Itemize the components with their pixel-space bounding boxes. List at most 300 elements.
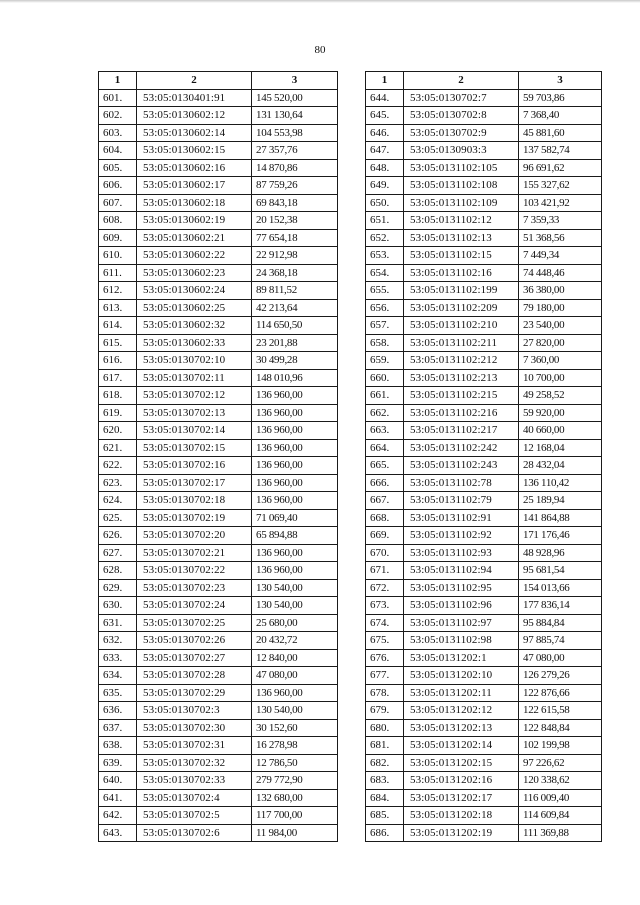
row-number: 685. — [366, 807, 404, 825]
cadastral-value: 155 327,62 — [519, 177, 602, 195]
table-row — [366, 824, 602, 842]
row-number: 602. — [99, 107, 137, 125]
table-row — [99, 89, 338, 107]
cadastral-number: 53:05:0131202:13 — [404, 719, 519, 737]
table-row — [366, 439, 602, 457]
row-number: 652. — [366, 229, 404, 247]
row-number: 634. — [99, 667, 137, 685]
cadastral-value: 12 840,00 — [252, 649, 338, 667]
cadastral-number: 53:05:0131102:210 — [404, 317, 519, 335]
table-row — [366, 177, 602, 195]
table-header-row — [366, 72, 602, 90]
cadastral-number: 53:05:0130702:25 — [137, 614, 252, 632]
table-row — [99, 597, 338, 615]
cadastral-number: 53:05:0131102:98 — [404, 632, 519, 650]
cadastral-value: 30 152,60 — [252, 719, 338, 737]
cadastral-value: 30 499,28 — [252, 352, 338, 370]
row-number: 665. — [366, 457, 404, 475]
table-row — [99, 404, 338, 422]
table-row — [366, 527, 602, 545]
cadastral-number: 53:05:0131202:14 — [404, 737, 519, 755]
cadastral-number: 53:05:0130702:27 — [137, 649, 252, 667]
cadastral-number: 53:05:0130702:13 — [137, 404, 252, 422]
table-row — [366, 807, 602, 825]
cadastral-value: 59 703,86 — [519, 89, 602, 107]
cadastral-number: 53:05:0131202:11 — [404, 684, 519, 702]
cadastral-number: 53:05:0131102:216 — [404, 404, 519, 422]
table-row — [99, 159, 338, 177]
row-number: 632. — [99, 632, 137, 650]
cadastral-number: 53:05:0131202:1 — [404, 649, 519, 667]
table-row — [366, 317, 602, 335]
row-number: 677. — [366, 667, 404, 685]
table-row — [366, 404, 602, 422]
cadastral-number: 53:05:0130702:6 — [137, 824, 252, 842]
row-number: 610. — [99, 247, 137, 265]
cadastral-value: 12 786,50 — [252, 754, 338, 772]
cadastral-number: 53:05:0131202:15 — [404, 754, 519, 772]
cadastral-value: 136 960,00 — [252, 404, 338, 422]
cadastral-number: 53:05:0131102:209 — [404, 299, 519, 317]
cadastral-number: 53:05:0130702:24 — [137, 597, 252, 615]
row-number: 659. — [366, 352, 404, 370]
cadastral-number: 53:05:0130602:15 — [137, 142, 252, 160]
cadastral-number: 53:05:0131102:13 — [404, 229, 519, 247]
cadastral-number: 53:05:0130702:23 — [137, 579, 252, 597]
table-body-right — [366, 89, 602, 842]
cadastral-value: 27 357,76 — [252, 142, 338, 160]
row-number: 658. — [366, 334, 404, 352]
cadastral-number: 53:05:0131102:94 — [404, 562, 519, 580]
row-number: 633. — [99, 649, 137, 667]
row-number: 666. — [366, 474, 404, 492]
cadastral-value: 97 226,62 — [519, 754, 602, 772]
row-number: 640. — [99, 772, 137, 790]
cadastral-value: 177 836,14 — [519, 597, 602, 615]
header-col-3: 3 — [252, 72, 338, 90]
row-number: 650. — [366, 194, 404, 212]
cadastral-number: 53:05:0131102:15 — [404, 247, 519, 265]
row-number: 644. — [366, 89, 404, 107]
row-number: 626. — [99, 527, 137, 545]
cadastral-value: 65 894,88 — [252, 527, 338, 545]
header-col-2: 2 — [404, 72, 519, 90]
cadastral-number: 53:05:0130602:24 — [137, 282, 252, 300]
row-number: 641. — [99, 789, 137, 807]
row-number: 661. — [366, 387, 404, 405]
cadastral-value: 122 848,84 — [519, 719, 602, 737]
cadastral-value: 24 368,18 — [252, 264, 338, 282]
cadastral-value: 141 864,88 — [519, 509, 602, 527]
cadastral-number: 53:05:0131102:211 — [404, 334, 519, 352]
row-number: 673. — [366, 597, 404, 615]
row-number: 603. — [99, 124, 137, 142]
cadastral-value: 136 960,00 — [252, 422, 338, 440]
row-number: 670. — [366, 544, 404, 562]
table-row — [366, 159, 602, 177]
cadastral-number: 53:05:0131102:213 — [404, 369, 519, 387]
cadastral-number: 53:05:0130602:32 — [137, 317, 252, 335]
table-body-left — [99, 89, 338, 842]
cadastral-number: 53:05:0131102:108 — [404, 177, 519, 195]
header-col-1: 1 — [99, 72, 137, 90]
cadastral-value: 130 540,00 — [252, 579, 338, 597]
cadastral-number: 53:05:0130702:4 — [137, 789, 252, 807]
row-number: 680. — [366, 719, 404, 737]
row-number: 642. — [99, 807, 137, 825]
cadastral-value: 171 176,46 — [519, 527, 602, 545]
cadastral-value: 47 080,00 — [519, 649, 602, 667]
table-row — [99, 824, 338, 842]
cadastral-value: 136 960,00 — [252, 474, 338, 492]
table-row — [99, 632, 338, 650]
table-row — [99, 737, 338, 755]
cadastral-value: 148 010,96 — [252, 369, 338, 387]
cadastral-value: 104 553,98 — [252, 124, 338, 142]
cadastral-number: 53:05:0130702:32 — [137, 754, 252, 772]
cadastral-number: 53:05:0130602:33 — [137, 334, 252, 352]
table-row — [366, 457, 602, 475]
table-row — [99, 107, 338, 125]
cadastral-value: 79 180,00 — [519, 299, 602, 317]
cadastral-value: 137 582,74 — [519, 142, 602, 160]
table-row — [99, 229, 338, 247]
cadastral-number: 53:05:0130702:21 — [137, 544, 252, 562]
table-row — [366, 107, 602, 125]
row-number: 662. — [366, 404, 404, 422]
cadastral-value: 97 885,74 — [519, 632, 602, 650]
table-row — [366, 719, 602, 737]
cadastral-number: 53:05:0130702:12 — [137, 387, 252, 405]
cadastral-value: 74 448,46 — [519, 264, 602, 282]
cadastral-number: 53:05:0131202:12 — [404, 702, 519, 720]
table-row — [99, 422, 338, 440]
cadastral-number: 53:05:0130401:91 — [137, 89, 252, 107]
cadastral-value: 136 960,00 — [252, 492, 338, 510]
row-number: 623. — [99, 474, 137, 492]
cadastral-value: 122 876,66 — [519, 684, 602, 702]
row-number: 669. — [366, 527, 404, 545]
cadastral-value: 111 369,88 — [519, 824, 602, 842]
row-number: 607. — [99, 194, 137, 212]
cadastral-table-right — [365, 71, 602, 842]
row-number: 684. — [366, 789, 404, 807]
cadastral-number: 53:05:0130702:8 — [404, 107, 519, 125]
table-row — [99, 457, 338, 475]
row-number: 654. — [366, 264, 404, 282]
cadastral-value: 89 811,52 — [252, 282, 338, 300]
table-row — [366, 737, 602, 755]
cadastral-value: 77 654,18 — [252, 229, 338, 247]
table-row — [366, 124, 602, 142]
table-row — [366, 369, 602, 387]
table-row — [99, 299, 338, 317]
cadastral-number: 53:05:0130702:16 — [137, 457, 252, 475]
row-number: 617. — [99, 369, 137, 387]
cadastral-value: 114 650,50 — [252, 317, 338, 335]
table-row — [99, 509, 338, 527]
cadastral-value: 59 920,00 — [519, 404, 602, 422]
row-number: 638. — [99, 737, 137, 755]
cadastral-value: 25 680,00 — [252, 614, 338, 632]
table-row — [366, 352, 602, 370]
row-number: 604. — [99, 142, 137, 160]
cadastral-number: 53:05:0131102:105 — [404, 159, 519, 177]
table-row — [366, 299, 602, 317]
table-row — [366, 334, 602, 352]
cadastral-number: 53:05:0131202:18 — [404, 807, 519, 825]
table-row — [99, 614, 338, 632]
cadastral-value: 49 258,52 — [519, 387, 602, 405]
cadastral-number: 53:05:0131102:96 — [404, 597, 519, 615]
cadastral-number: 53:05:0131102:79 — [404, 492, 519, 510]
table-row — [99, 194, 338, 212]
row-number: 655. — [366, 282, 404, 300]
table-row — [366, 562, 602, 580]
cadastral-number: 53:05:0130702:30 — [137, 719, 252, 737]
cadastral-value: 23 540,00 — [519, 317, 602, 335]
row-number: 657. — [366, 317, 404, 335]
row-number: 637. — [99, 719, 137, 737]
cadastral-number: 53:05:0130903:3 — [404, 142, 519, 160]
table-row — [366, 579, 602, 597]
cadastral-number: 53:05:0130602:25 — [137, 299, 252, 317]
cadastral-value: 95 681,54 — [519, 562, 602, 580]
cadastral-number: 53:05:0131102:91 — [404, 509, 519, 527]
cadastral-value: 25 189,94 — [519, 492, 602, 510]
row-number: 614. — [99, 317, 137, 335]
cadastral-number: 53:05:0131102:242 — [404, 439, 519, 457]
cadastral-value: 20 432,72 — [252, 632, 338, 650]
table-row — [99, 177, 338, 195]
table-row — [99, 317, 338, 335]
table-row — [366, 142, 602, 160]
cadastral-number: 53:05:0131102:217 — [404, 422, 519, 440]
row-number: 615. — [99, 334, 137, 352]
cadastral-number: 53:05:0131102:243 — [404, 457, 519, 475]
row-number: 609. — [99, 229, 137, 247]
table-row — [99, 369, 338, 387]
cadastral-value: 11 984,00 — [252, 824, 338, 842]
table-row — [366, 632, 602, 650]
row-number: 656. — [366, 299, 404, 317]
cadastral-number: 53:05:0131102:92 — [404, 527, 519, 545]
table-row — [99, 387, 338, 405]
row-number: 682. — [366, 754, 404, 772]
row-number: 663. — [366, 422, 404, 440]
row-number: 629. — [99, 579, 137, 597]
cadastral-number: 53:05:0130702:5 — [137, 807, 252, 825]
cadastral-number: 53:05:0131102:16 — [404, 264, 519, 282]
cadastral-number: 53:05:0130702:7 — [404, 89, 519, 107]
table-row — [366, 509, 602, 527]
cadastral-value: 71 069,40 — [252, 509, 338, 527]
row-number: 630. — [99, 597, 137, 615]
table-row — [99, 702, 338, 720]
cadastral-value: 45 881,60 — [519, 124, 602, 142]
table-row — [99, 474, 338, 492]
cadastral-number: 53:05:0131102:93 — [404, 544, 519, 562]
cadastral-value: 47 080,00 — [252, 667, 338, 685]
cadastral-number: 53:05:0131102:12 — [404, 212, 519, 230]
cadastral-number: 53:05:0130702:19 — [137, 509, 252, 527]
cadastral-value: 136 960,00 — [252, 457, 338, 475]
cadastral-number: 53:05:0130702:3 — [137, 702, 252, 720]
cadastral-number: 53:05:0130702:20 — [137, 527, 252, 545]
row-number: 606. — [99, 177, 137, 195]
cadastral-value: 130 540,00 — [252, 702, 338, 720]
table-row — [99, 772, 338, 790]
table-row — [99, 667, 338, 685]
table-row — [366, 772, 602, 790]
table-row — [366, 649, 602, 667]
row-number: 653. — [366, 247, 404, 265]
row-number: 678. — [366, 684, 404, 702]
cadastral-value: 87 759,26 — [252, 177, 338, 195]
row-number: 675. — [366, 632, 404, 650]
cadastral-number: 53:05:0130702:31 — [137, 737, 252, 755]
table-row — [99, 562, 338, 580]
row-number: 668. — [366, 509, 404, 527]
cadastral-value: 51 368,56 — [519, 229, 602, 247]
row-number: 621. — [99, 439, 137, 457]
table-row — [366, 597, 602, 615]
table-row — [366, 89, 602, 107]
row-number: 612. — [99, 282, 137, 300]
table-row — [99, 789, 338, 807]
row-number: 616. — [99, 352, 137, 370]
cadastral-value: 130 540,00 — [252, 597, 338, 615]
cadastral-value: 28 432,04 — [519, 457, 602, 475]
row-number: 686. — [366, 824, 404, 842]
table-row — [99, 282, 338, 300]
cadastral-number: 53:05:0131102:78 — [404, 474, 519, 492]
cadastral-number: 53:05:0131102:97 — [404, 614, 519, 632]
cadastral-value: 40 660,00 — [519, 422, 602, 440]
cadastral-value: 116 009,40 — [519, 789, 602, 807]
table-header-row — [99, 72, 338, 90]
cadastral-value: 95 884,84 — [519, 614, 602, 632]
cadastral-number: 53:05:0130602:18 — [137, 194, 252, 212]
row-number: 646. — [366, 124, 404, 142]
cadastral-number: 53:05:0130702:14 — [137, 422, 252, 440]
cadastral-value: 117 700,00 — [252, 807, 338, 825]
table-row — [366, 789, 602, 807]
cadastral-number: 53:05:0131202:10 — [404, 667, 519, 685]
row-number: 674. — [366, 614, 404, 632]
row-number: 624. — [99, 492, 137, 510]
cadastral-value: 14 870,86 — [252, 159, 338, 177]
cadastral-value: 136 960,00 — [252, 387, 338, 405]
cadastral-number: 53:05:0130702:10 — [137, 352, 252, 370]
cadastral-value: 136 110,42 — [519, 474, 602, 492]
row-number: 676. — [366, 649, 404, 667]
table-row — [99, 579, 338, 597]
row-number: 613. — [99, 299, 137, 317]
header-col-3: 3 — [519, 72, 602, 90]
cadastral-table-left — [98, 71, 338, 842]
cadastral-number: 53:05:0130602:19 — [137, 212, 252, 230]
table-row — [366, 264, 602, 282]
cadastral-value: 145 520,00 — [252, 89, 338, 107]
table-row — [366, 544, 602, 562]
row-number: 649. — [366, 177, 404, 195]
row-number: 620. — [99, 422, 137, 440]
table-row — [366, 614, 602, 632]
cadastral-value: 27 820,00 — [519, 334, 602, 352]
table-row — [99, 212, 338, 230]
table-row — [366, 247, 602, 265]
table-row — [366, 667, 602, 685]
cadastral-number: 53:05:0130602:22 — [137, 247, 252, 265]
cadastral-value: 7 360,00 — [519, 352, 602, 370]
row-number: 679. — [366, 702, 404, 720]
page-number: 80 — [314, 44, 326, 56]
cadastral-value: 96 691,62 — [519, 159, 602, 177]
cadastral-number: 53:05:0130602:16 — [137, 159, 252, 177]
table-row — [99, 334, 338, 352]
cadastral-value: 126 279,26 — [519, 667, 602, 685]
table-row — [99, 684, 338, 702]
row-number: 605. — [99, 159, 137, 177]
cadastral-value: 23 201,88 — [252, 334, 338, 352]
cadastral-number: 53:05:0130702:28 — [137, 667, 252, 685]
row-number: 622. — [99, 457, 137, 475]
row-number: 608. — [99, 212, 137, 230]
table-row — [99, 264, 338, 282]
cadastral-value: 48 928,96 — [519, 544, 602, 562]
table-row — [99, 807, 338, 825]
table-row — [99, 649, 338, 667]
table-row — [366, 702, 602, 720]
cadastral-number: 53:05:0130702:29 — [137, 684, 252, 702]
table-row — [366, 212, 602, 230]
cadastral-number: 53:05:0130702:26 — [137, 632, 252, 650]
header-col-1: 1 — [366, 72, 404, 90]
row-number: 627. — [99, 544, 137, 562]
table-row — [99, 124, 338, 142]
table-row — [99, 247, 338, 265]
table-row — [366, 754, 602, 772]
table-row — [99, 544, 338, 562]
row-number: 618. — [99, 387, 137, 405]
cadastral-value: 42 213,64 — [252, 299, 338, 317]
row-number: 619. — [99, 404, 137, 422]
row-number: 625. — [99, 509, 137, 527]
row-number: 671. — [366, 562, 404, 580]
row-number: 648. — [366, 159, 404, 177]
row-number: 647. — [366, 142, 404, 160]
table-row — [99, 754, 338, 772]
cadastral-number: 53:05:0131102:199 — [404, 282, 519, 300]
cadastral-number: 53:05:0130702:33 — [137, 772, 252, 790]
cadastral-value: 103 421,92 — [519, 194, 602, 212]
cadastral-value: 7 368,40 — [519, 107, 602, 125]
cadastral-number: 53:05:0130602:21 — [137, 229, 252, 247]
row-number: 683. — [366, 772, 404, 790]
table-row — [366, 492, 602, 510]
row-number: 645. — [366, 107, 404, 125]
table-row — [99, 492, 338, 510]
row-number: 664. — [366, 439, 404, 457]
row-number: 611. — [99, 264, 137, 282]
row-number: 643. — [99, 824, 137, 842]
cadastral-number: 53:05:0131102:215 — [404, 387, 519, 405]
cadastral-value: 279 772,90 — [252, 772, 338, 790]
cadastral-value: 131 130,64 — [252, 107, 338, 125]
cadastral-value: 69 843,18 — [252, 194, 338, 212]
table-row — [366, 684, 602, 702]
